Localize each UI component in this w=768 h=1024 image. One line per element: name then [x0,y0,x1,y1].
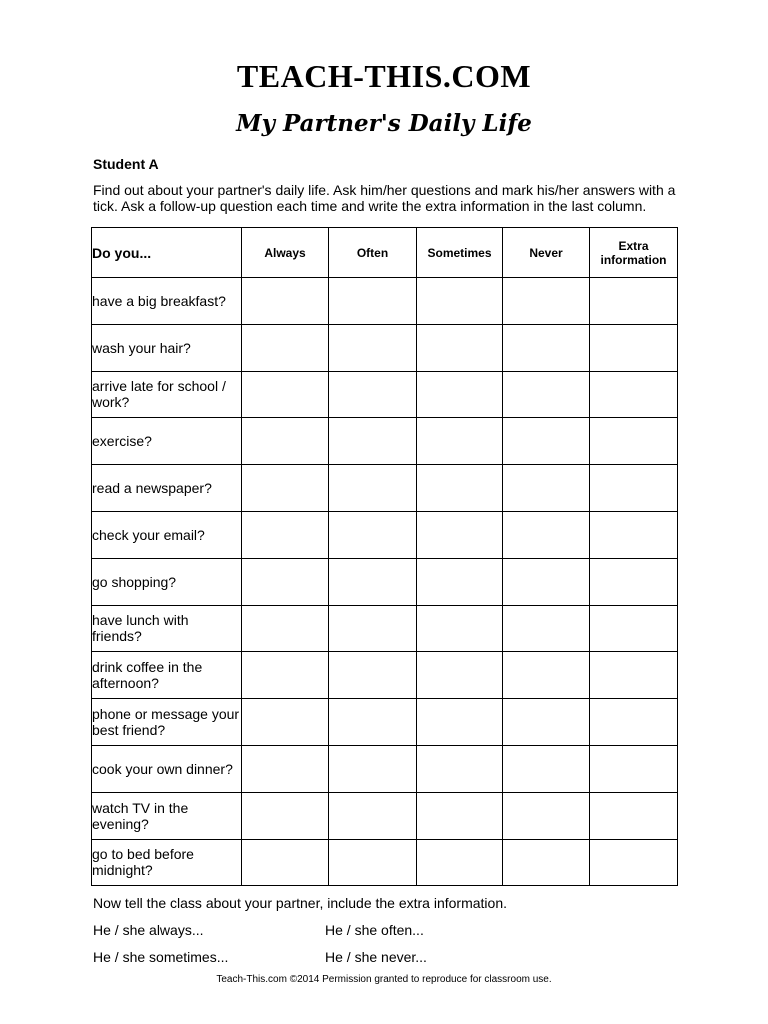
table-row [92,511,678,558]
instructions: Find out about your partner's daily life. Ask him/her questions and mark his/her answers with a tick. Ask a follow-up question each time and write the extra information in the last column. [93,182,676,214]
question-rows [92,278,678,886]
answer-cell-extra-information[interactable] [590,652,678,699]
header-do-you: Do you... [92,228,242,278]
table-row [92,699,678,746]
answer-cell-extra-information[interactable] [590,511,678,558]
question-cell: go to bed before midnight? [92,839,242,886]
table-row [92,278,678,325]
answer-cell-extra-information[interactable] [590,418,678,465]
answer-cell-always[interactable] [242,652,329,699]
answer-cell-always[interactable] [242,465,329,512]
answer-cell-always[interactable] [242,371,329,418]
answer-cell-sometimes[interactable] [417,371,503,418]
sentence-frame-sometimes: He / she sometimes... [93,949,229,965]
table-header-row [92,228,678,278]
after-table-instruction: Now tell the class about your partner, include the extra information. [93,895,507,911]
answer-cell-extra-information[interactable] [590,792,678,839]
header-always: Always [242,228,329,278]
sentence-frame-often: He / she often... [325,922,424,938]
answer-cell-always[interactable] [242,745,329,792]
answer-cell-often[interactable] [329,324,417,371]
answer-cell-sometimes[interactable] [417,792,503,839]
sentence-frame-never: He / she never... [325,949,427,965]
table-row [92,324,678,371]
header-often: Often [329,228,417,278]
student-label: Student A [93,156,159,172]
sentence-frame-always: He / she always... [93,922,204,938]
answer-cell-never[interactable] [503,699,590,746]
answer-cell-sometimes[interactable] [417,278,503,325]
question-cell: exercise? [92,418,242,465]
question-cell: check your email? [92,511,242,558]
table-row [92,745,678,792]
answer-cell-always[interactable] [242,792,329,839]
table-row [92,558,678,605]
header-sometimes: Sometimes [417,228,503,278]
header-never: Never [503,228,590,278]
answer-cell-never[interactable] [503,324,590,371]
answer-cell-often[interactable] [329,839,417,886]
answer-cell-often[interactable] [329,558,417,605]
answer-cell-never[interactable] [503,605,590,652]
footer-copyright: Teach-This.com ©2014 Permission granted to reproduce for classroom use. [216,974,552,985]
answer-cell-always[interactable] [242,511,329,558]
answer-cell-never[interactable] [503,652,590,699]
answer-cell-often[interactable] [329,511,417,558]
question-cell: cook your own dinner? [92,745,242,792]
answer-cell-always[interactable] [242,324,329,371]
table-row [92,605,678,652]
answer-cell-never[interactable] [503,511,590,558]
answer-cell-extra-information[interactable] [590,558,678,605]
answer-cell-often[interactable] [329,699,417,746]
answer-cell-often[interactable] [329,792,417,839]
answer-cell-sometimes[interactable] [417,605,503,652]
answer-cell-never[interactable] [503,418,590,465]
question-cell: drink coffee in the afternoon? [92,652,242,699]
answer-cell-always[interactable] [242,418,329,465]
answer-cell-extra-information[interactable] [590,371,678,418]
question-cell: phone or message your best friend? [92,699,242,746]
header-extra-information: Extra information [590,228,678,278]
answer-cell-sometimes[interactable] [417,652,503,699]
answer-cell-always[interactable] [242,558,329,605]
answer-cell-extra-information[interactable] [590,278,678,325]
question-cell: watch TV in the evening? [92,792,242,839]
answer-cell-extra-information[interactable] [590,839,678,886]
answer-cell-never[interactable] [503,278,590,325]
answer-cell-extra-information[interactable] [590,605,678,652]
answer-cell-often[interactable] [329,278,417,325]
answer-cell-sometimes[interactable] [417,511,503,558]
answer-cell-extra-information[interactable] [590,465,678,512]
answer-cell-sometimes[interactable] [417,465,503,512]
answer-cell-never[interactable] [503,558,590,605]
question-cell: arrive late for school / work? [92,371,242,418]
question-cell: go shopping? [92,558,242,605]
answer-cell-never[interactable] [503,839,590,886]
answer-cell-sometimes[interactable] [417,745,503,792]
answer-cell-often[interactable] [329,418,417,465]
question-cell: wash your hair? [92,324,242,371]
answer-cell-often[interactable] [329,465,417,512]
answer-cell-often[interactable] [329,652,417,699]
site-title: TEACH-THIS.COM [236,58,532,94]
table-row [92,792,678,839]
answer-cell-sometimes[interactable] [417,324,503,371]
answer-cell-often[interactable] [329,371,417,418]
question-cell: have lunch with friends? [92,605,242,652]
answer-cell-extra-information[interactable] [590,745,678,792]
table-row [92,839,678,886]
daily-life-table [91,227,678,886]
answer-cell-never[interactable] [503,745,590,792]
answer-cell-always[interactable] [242,278,329,325]
answer-cell-never[interactable] [503,792,590,839]
answer-cell-sometimes[interactable] [417,839,503,886]
answer-cell-never[interactable] [503,371,590,418]
answer-cell-always[interactable] [242,605,329,652]
answer-cell-never[interactable] [503,465,590,512]
answer-cell-sometimes[interactable] [417,418,503,465]
question-cell: read a newspaper? [92,465,242,512]
answer-cell-often[interactable] [329,745,417,792]
answer-cell-extra-information[interactable] [590,699,678,746]
answer-cell-sometimes[interactable] [417,558,503,605]
answer-cell-always[interactable] [242,699,329,746]
answer-cell-often[interactable] [329,605,417,652]
answer-cell-always[interactable] [242,839,329,886]
answer-cell-sometimes[interactable] [417,699,503,746]
answer-cell-extra-information[interactable] [590,324,678,371]
table-row [92,465,678,512]
question-cell: have a big breakfast? [92,278,242,325]
table-row [92,371,678,418]
table-row [92,418,678,465]
table-row [92,652,678,699]
worksheet-title: My Partner's Daily Life [236,110,532,137]
